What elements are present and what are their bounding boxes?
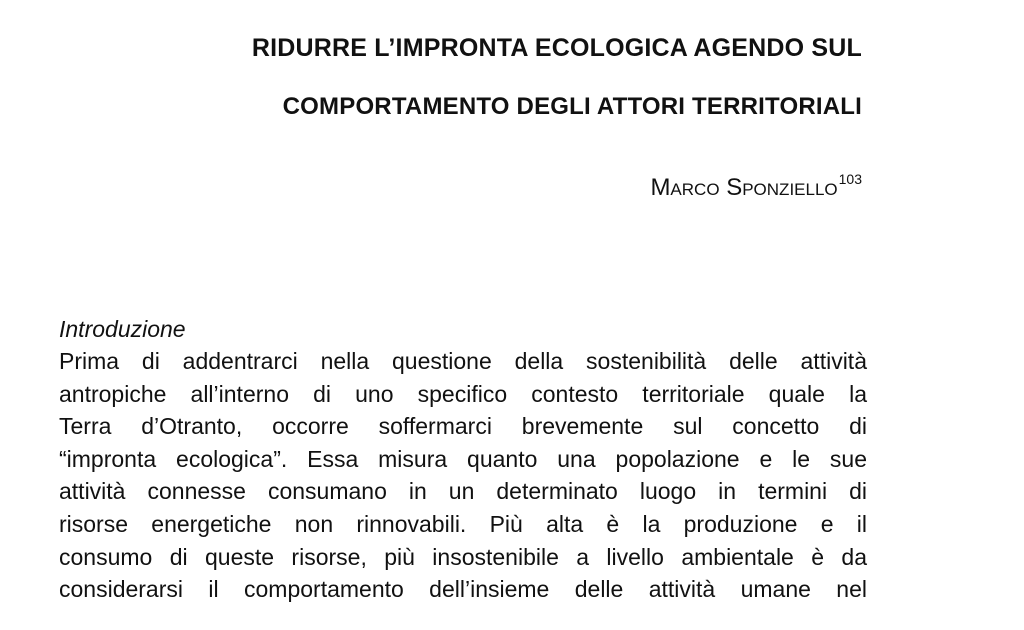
footnote-marker[interactable]: 103: [838, 171, 862, 187]
body-paragraph: [59, 345, 867, 606]
title-text-line-2: COMPORTAMENTO DEGLI ATTORI TERRITORIALI: [282, 93, 862, 120]
section-heading: Introduzione: [59, 316, 186, 342]
author-line: [650, 171, 862, 201]
title-line-2: [283, 95, 862, 119]
author-name: Marco Sponziello: [650, 174, 838, 201]
paragraph-line: antropiche all’interno di uno specifico contesto territoriale quale la: [59, 380, 867, 407]
paragraph-line: “impronta ecologica”. Essa misura quanto una popolazione e le sue: [59, 445, 867, 472]
paragraph-line: consumo di queste risorse, più insostenibile a livello ambientale è da: [59, 543, 867, 570]
title-text-line-1: RIDURRE L’IMPRONTA ECOLOGICA AGENDO SUL: [251, 34, 862, 62]
paragraph-line: risorse energetiche non rinnovabili. Più alta è la produzione e il: [59, 510, 867, 537]
title-line-1: [252, 36, 862, 61]
paragraph-line: Terra d’Otranto, occorre soffermarci brevemente sul concetto di: [59, 413, 867, 440]
paragraph-line: Prima di addentrarci nella questione della sostenibilità delle attività: [59, 348, 867, 374]
paragraph-line: attività connesse consumano in un determinato luogo in termini di: [59, 478, 867, 505]
paragraph-line: considerarsi il comportamento dell’insieme delle attività umane nel: [59, 576, 867, 603]
